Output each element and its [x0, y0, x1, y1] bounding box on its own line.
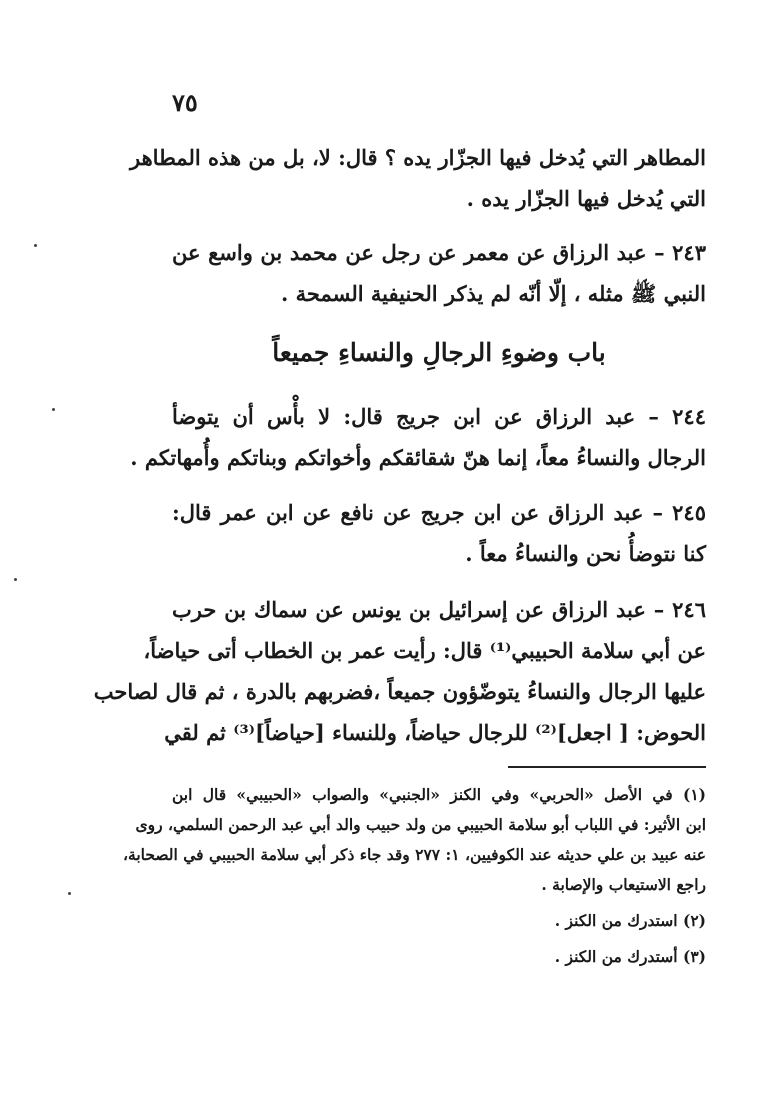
scan-speck: [52, 408, 55, 411]
text-line: ٢٤٥ – عبد الرزاق عن ابن جريج عن نافع عن ابن عمر قال:: [172, 500, 706, 525]
scan-speck: [14, 578, 17, 581]
paragraph-continuation: [130, 137, 706, 219]
footnote-3: [172, 942, 706, 972]
text-line: كنا نتوضأُ نحن والنساءُ معاً .: [465, 541, 706, 566]
hadith-244: [130, 396, 706, 478]
footnote-1: [123, 780, 706, 900]
footnote-separator: [508, 766, 706, 768]
hadith-246: [93, 589, 706, 753]
footnote-line: (١) في الأصل «الحربي» وفي الكنز «الجنبي» والصواب «الحبيبي» قال ابن: [172, 785, 706, 804]
page-number: ٧٥: [172, 88, 198, 117]
text-line: الحوض: [ اجعل]⁽²⁾ للرجال حياضاً، وللنساء [حياضاً]⁽³⁾ ثم لقي: [164, 720, 706, 745]
text-line: عليها الرجال والنساءُ يتوضّؤون جميعاً ،فضربهم بالدرة ، ثم قال لصاحب: [93, 679, 706, 704]
hadith-243: [172, 232, 706, 314]
scan-speck: [34, 244, 37, 247]
footnote-line: راجع الاستيعاب والإصابة .: [541, 875, 706, 894]
footnote-line: عنه عبيد بن علي حديثه عند الكوفيين، ١: ٢٧٧ وقد جاء ذكر أبي سلامة الحبيبي في الصحابة،: [123, 845, 706, 864]
text-line: عن أبي سلامة الحبيبي⁽¹⁾ قال: رأيت عمر بن الخطاب أتى حياضاً،: [143, 638, 706, 663]
text-line: التي يُدخل فيها الجزّار يده .: [466, 186, 706, 211]
footnote-line: (٣) أستدرك من الكنز .: [554, 947, 706, 966]
text-line: النبي ﷺ مثله ، إلّا أنّه لم يذكر الحنيفية السمحة .: [281, 281, 706, 306]
hadith-245: [172, 492, 706, 574]
text-line: ٢٤٤ – عبد الرزاق عن ابن جريج قال: لا بأْس أن يتوضأ: [172, 404, 706, 429]
text-line: ٢٤٣ – عبد الرزاق عن معمر عن رجل عن محمد بن واسع عن: [172, 240, 706, 265]
footnote-line: ابن الأثير: في اللباب أبو سلامة الحبيبي من ولد حبيب والد أبي عبد الرحمن السلمي، روى: [135, 815, 706, 834]
scan-speck: [68, 892, 71, 895]
text-line: ٢٤٦ – عبد الرزاق عن إسرائيل بن يونس عن سماك بن حرب: [172, 597, 706, 622]
text-line: المطاهر التي يُدخل فيها الجزّار يده ؟ قال: لا، بل من هذه المطاهر: [130, 145, 706, 170]
chapter-heading: باب وضوءِ الرجالِ والنساءِ جميعاً: [272, 338, 606, 367]
footnote-2: [172, 906, 706, 936]
footnote-line: (٢) استدرك من الكنز .: [554, 911, 706, 930]
text-line: الرجال والنساءُ معاً، إنما هنّ شقائقكم وأخواتكم وبناتكم وأُمهاتكم .: [130, 445, 706, 470]
